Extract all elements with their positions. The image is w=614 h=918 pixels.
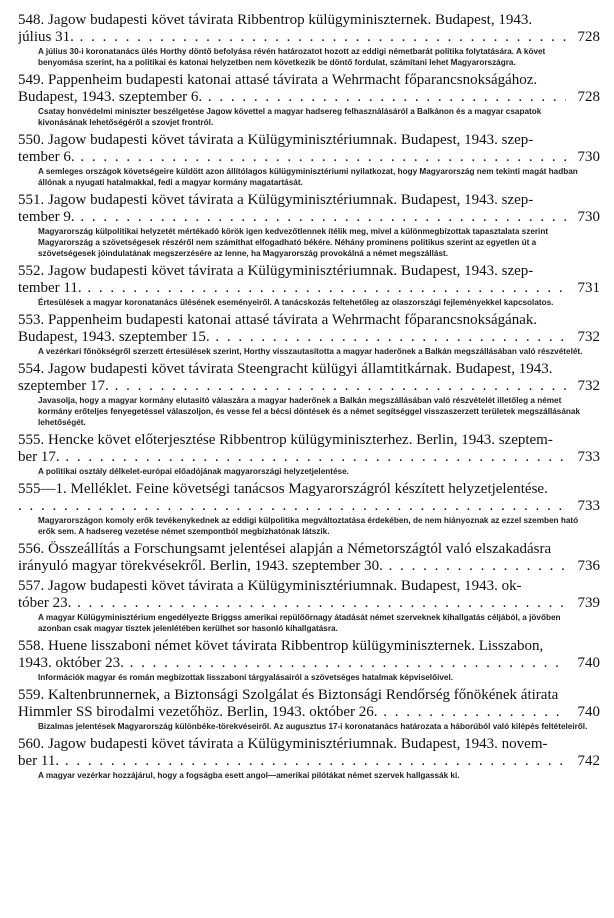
entry-page-number: 732 [577,329,600,345]
toc-entry[interactable] [18,638,600,683]
table-of-contents-page [18,12,600,785]
entry-title [18,263,600,296]
entry-summary: Bizalmas jelentések Magyarország különbéke-törekvéseiről. Az augusztus 17-i koronatanács határozata a háborúból való kilépés feltételeiről. [38,722,588,731]
entry-title-last: 1943. október 23. . . . [18,655,566,672]
entry-title [18,12,600,45]
entry-summary: Magyarországon komoly erők tevékenykednek az eddigi külpolitika megváltoztatása érdekében, de nem hiányoznak az ezzel szemben ható erők sem. A hadsereg vezetése német szempontból megbízhatónak látszik. [38,516,579,536]
entry-title-lead: 558. Huene lisszaboni német követ távirata Ribbentrop külügyminiszternek. Lisszabon, [18,638,544,654]
toc-entry[interactable] [18,12,600,68]
entry-page-number: 731 [577,280,600,296]
entry-title-lead: 551. Jagow budapesti követ távirata a Külügyminisztériumnak. Budapest, 1943. szep- [18,192,534,208]
entry-summary: A július 30-i koronatanács ülés Horthy döntő befolyása révén határozatot hozott az eddigi németbarát politika folytatására. A követ benyomása szerint, ha a politikai és katonai helyzetben nem következik be döntő fordulat, számítani lehet Magyarországra. [38,47,546,67]
entry-title-lead: 554. Jagow budapesti követ távirata Steengracht külügyi államtitkárnak. Budapest, 1943. [18,361,553,377]
entry-title [18,192,600,225]
toc-entry[interactable] [18,192,600,259]
entry-title-last: szeptember 17. . . . [18,378,566,395]
entry-title [18,687,600,720]
entry-page-number: 733 [577,449,600,465]
entry-title [18,361,600,394]
entry-title-lead: 549. Pappenheim budapesti katonai attasé távirata a Wehrmacht főparancsnokságához. [18,72,538,88]
entry-title-lead: 557. Jagow budapesti követ távirata a Külügyminisztériumnak. Budapest, 1943. ok- [18,578,522,594]
entry-summary: Javasolja, hogy a magyar kormány elutasító válaszára a magyar haderőnek a Balkán megszállásában való részvételét illetőleg a német kormány erőteljes fenyegetéssel válaszoljon, és vesse fel a bécsi döntések és a német segítséggel visszaszerzett területek megszállásának lehetőségét. [38,396,581,427]
toc-entry[interactable] [18,541,600,574]
entry-title-last: tóber 23. . . . [18,595,566,612]
entry-summary: A politikai osztály délkelet-európai előadójának magyarországi helyzetjelentése. [38,467,349,476]
entry-page-number: 730 [577,149,600,165]
entry-title [18,541,600,574]
entry-title-lead: 548. Jagow budapesti követ távirata Ribbentrop külügyminiszternek. Budapest, 1943. [18,12,533,28]
toc-entry[interactable] [18,736,600,781]
toc-entry[interactable] [18,687,600,732]
entry-title-lead: 556. Összeállítás a Forschungsamt jelentései alapján a Németországtól való elszakadásra [18,541,552,557]
entry-title-lead: 555—1. Melléklet. Feine követségi tanácsos Magyarországról készített helyzetjelentése. [18,481,548,497]
entry-title-last: tember 11. . . . [18,280,566,297]
entry-page-number: 733 [577,498,600,514]
entry-title-last: ber 11. . . . [18,753,566,770]
toc-entry[interactable] [18,132,600,188]
toc-entry[interactable] [18,312,600,357]
entry-title-last: Budapest, 1943. szeptember 6. . . . [18,89,566,106]
entry-title [18,432,600,465]
entry-title-lead: 555. Hencke követ előterjesztése Ribbentrop külügyminiszterhez. Berlin, 1943. szeptem- [18,432,553,448]
entry-title-lead: 560. Jagow budapesti követ távirata a Külügyminisztériumnak. Budapest, 1943. novem- [18,736,548,752]
entry-title [18,638,600,671]
entry-page-number: 728 [577,89,600,105]
entry-title-lead: 552. Jagow budapesti követ távirata a Külügyminisztériumnak. Budapest, 1943. szep- [18,263,534,279]
entry-title [18,481,600,514]
entry-title-last: ber 17. . . . [18,449,566,466]
entry-page-number: 732 [577,378,600,394]
entry-title [18,72,600,105]
entry-summary: Magyarország külpolitikai helyzetét mértékadó körök igen kedvezőtlennek ítélik meg, mivel a különmegbízottak tapasztalata szerint Magyarország a szövetségesek részéről nem számíthat elfogadható békére. Néhány prominens politikus szerint az egyetlen út a szövetségesek jóindulatának megszerzésére az lenne, ha Magyarország provokálná a német megszállást. [38,227,549,258]
entry-page-number: 740 [577,704,600,720]
entry-title-last: tember 6. . . . [18,149,566,166]
entry-title [18,578,600,611]
entry-page-number: 736 [577,558,600,574]
entry-summary: Csatay honvédelmi miniszter beszélgetése Jagow követtel a magyar hadsereg felhasználásáról a Balkánon és a magyar csapatok kivonásának lehetőségéről a szovjet frontról. [38,107,542,127]
entry-title-lead: 550. Jagow budapesti követ távirata a Külügyminisztériumnak. Budapest, 1943. szep- [18,132,534,148]
entry-page-number: 742 [577,753,600,769]
toc-entry[interactable] [18,361,600,428]
entry-summary: Információk magyar és román megbízottak lisszaboni tárgyalásairól a szövetséges hatalmak képviselőivel. [38,673,454,682]
entry-title-last: irányuló magyar törekvésekről. Berlin, 1943. szeptember 30. . . . [18,558,566,575]
entry-page-number: 739 [577,595,600,611]
entry-title-lead: 559. Kaltenbrunnernek, a Biztonsági Szolgálat és Biztonsági Rendőrség főnökének átirata [18,687,559,703]
toc-entry[interactable] [18,72,600,128]
entry-summary: A magyar vezérkar hozzájárul, hogy a fogságba esett angol—amerikai pilótákat német szervek hallgassák ki. [38,771,460,780]
entry-page-number: 740 [577,655,600,671]
entry-summary: A magyar Külügyminisztérium engedélyezte Briggss amerikai repülőőrnagy átadását német szerveknek kihallgatás céljából, a jövőben azonban csak magyar tisztek jelenlétében kerülhet sor hasonló kihallgatásra. [38,613,561,633]
entry-title-lead: 553. Pappenheim budapesti katonai attasé távirata a Wehrmacht főparancsnokságának. [18,312,538,328]
entry-title [18,132,600,165]
entry-title-last: Budapest, 1943. szeptember 15. . . . [18,329,566,346]
entry-summary: Értesülések a magyar koronatanács ülésének eseményeiről. A tanácskozás feltehetőleg az olaszországi fejleményekkel kapcsolatos. [38,298,554,307]
toc-entry[interactable] [18,263,600,308]
entry-title-last: július 31. . . . [18,29,566,46]
toc-entry[interactable] [18,578,600,634]
entry-title [18,312,600,345]
entry-title-last: Himmler SS birodalmi vezetőhöz. Berlin, 1943. október 26. . . . [18,704,566,721]
entry-title-last [18,498,566,515]
toc-entry[interactable] [18,432,600,477]
entry-summary: A semleges országok követségeire küldött azon állítólagos külügyminisztériumi nyilatkozat, hogy Magyarország nem tekinti magát hadban állónak a nyugati hatalmakkal, fedi a magyar kormány magatartását. [38,167,578,187]
entry-summary: A vezérkari főnökségről szerzett értesülések szerint, Horthy visszautasította a magyar haderőnek a Balkán megszállásában való részvételét. [38,347,583,356]
entry-page-number: 730 [577,209,600,225]
entry-page-number: 728 [577,29,600,45]
toc-entry[interactable] [18,481,600,537]
entry-title [18,736,600,769]
entry-title-last: tember 9. . . . [18,209,566,226]
